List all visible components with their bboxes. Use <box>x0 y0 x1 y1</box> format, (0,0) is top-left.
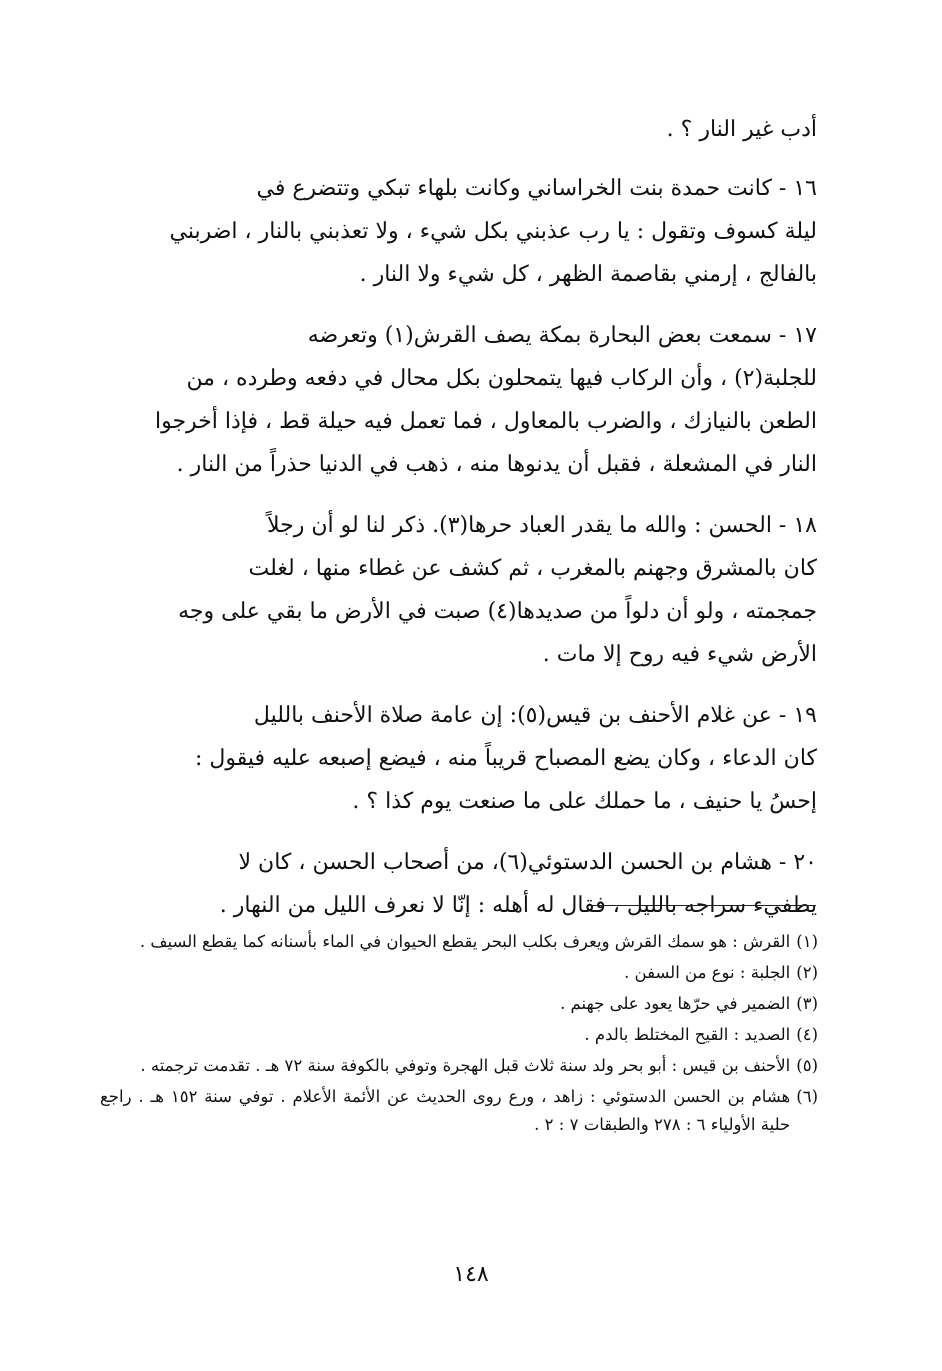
paragraph-17 <box>92 314 817 486</box>
footnote-4 <box>100 1021 818 1049</box>
footnote-number: (٢) <box>796 963 818 982</box>
footnote-2 <box>100 959 818 987</box>
text-line: إحسُ يا حنيف ، ما حملك على ما صنعت يوم كذا ؟ . <box>352 789 817 814</box>
footnote-number: (٥) <box>796 1056 818 1075</box>
text-line: بالفالج ، إرمني بقاصمة الظهر ، كل شيء ولا النار . <box>359 262 817 287</box>
footnote-separator <box>588 905 816 906</box>
paragraph-18 <box>92 504 817 676</box>
footnote-number: (٤) <box>796 1025 818 1044</box>
text-line: ٢٠ - هشام بن الحسن الدستوئي(٦)، من أصحاب الحسن ، كان لا <box>238 850 817 875</box>
footnote-text: هشام بن الحسن الدستوئي : زاهد ، ورع روى الحديث عن الأئمة الأعلام . توفي سنة ١٥٢ هـ . راجع حلية الأولياء ٦ : ٢٧٨ والطبقات ٧ : ٢ . <box>100 1087 791 1134</box>
footnote-text: الأحنف بن قيس : أبو بحر ولد سنة ثلاث قبل الهجرة وتوفي بالكوفة سنة ٧٢ هـ . تقدمت ترجمته . <box>140 1056 791 1075</box>
text-line: يطفيء سراجه بالليل ، فقال له أهله : إنّا لا نعرف الليل من النهار . <box>219 893 817 918</box>
paragraph-continuation <box>92 108 817 151</box>
footnote-6 <box>100 1083 818 1139</box>
footnote-number: (٣) <box>796 994 818 1013</box>
text-line: الأرض شيء فيه روح إلا مات . <box>542 642 817 667</box>
footnote-3 <box>100 990 818 1018</box>
text-line: الطعن بالنيازك ، والضرب بالمعاول ، فما تعمل فيه حيلة قط ، فإذا أخرجوا <box>154 409 817 434</box>
text-line: كان الدعاء ، وكان يضع المصباح قريباً منه ، فيضع إصبعه عليه فيقول : <box>194 746 817 771</box>
text-line: ١٩ - عن غلام الأحنف بن قيس(٥): إن عامة صلاة الأحنف بالليل <box>253 703 817 728</box>
paragraph-20 <box>92 841 817 927</box>
main-text <box>92 108 817 945</box>
footnote-text: القرش : هو سمك القرش ويعرف بكلب البحر يقطع الحيوان في الماء بأسنانه كما يقطع السيف . <box>139 932 791 951</box>
text-line: ليلة كسوف وتقول : يا رب عذبني بكل شيء ، ولا تعذبني بالنار ، اضربني <box>169 219 817 244</box>
page-number: ١٤٨ <box>453 1262 489 1287</box>
footnotes <box>100 928 818 1142</box>
footnote-number: (٦) <box>796 1087 818 1106</box>
footnote-text: الضمير في حرّها يعود على جهنم . <box>560 994 791 1013</box>
text-line: جمجمته ، ولو أن دلواً من صديدها(٤) صبت في الأرض ما بقي على وجه <box>178 599 817 624</box>
footnote-text: الصديد : القيح المختلط بالدم . <box>584 1025 791 1044</box>
paragraph-19 <box>92 694 817 823</box>
text-line: كان بالمشرق وجهنم بالمغرب ، ثم كشف عن غطاء منها ، لغلت <box>248 556 817 581</box>
paragraph-16 <box>92 167 817 296</box>
footnote-1 <box>100 928 818 956</box>
text-line: ١٨ - الحسن : والله ما يقدر العباد حرها(٣). ذكر لنا لو أن رجلاً <box>267 513 817 538</box>
text-line: للجلبة(٢) ، وأن الركاب فيها يتمحلون بكل محال في دفعه وطرده ، من <box>186 366 817 391</box>
text-line: النار في المشعلة ، فقبل أن يدنوها منه ، ذهب في الدنيا حذراً من النار . <box>176 452 817 477</box>
footnote-5 <box>100 1052 818 1080</box>
text-line: أدب غير النار ؟ . <box>666 117 817 142</box>
footnote-number: (١) <box>796 932 818 951</box>
text-line: ١٧ - سمعت بعض البحارة بمكة يصف القرش(١) وتعرضه <box>307 323 817 348</box>
footnote-text: الجلبة : نوع من السفن . <box>624 963 791 982</box>
text-line: ١٦ - كانت حمدة بنت الخراساني وكانت بلهاء تبكي وتتضرع في <box>256 176 817 201</box>
